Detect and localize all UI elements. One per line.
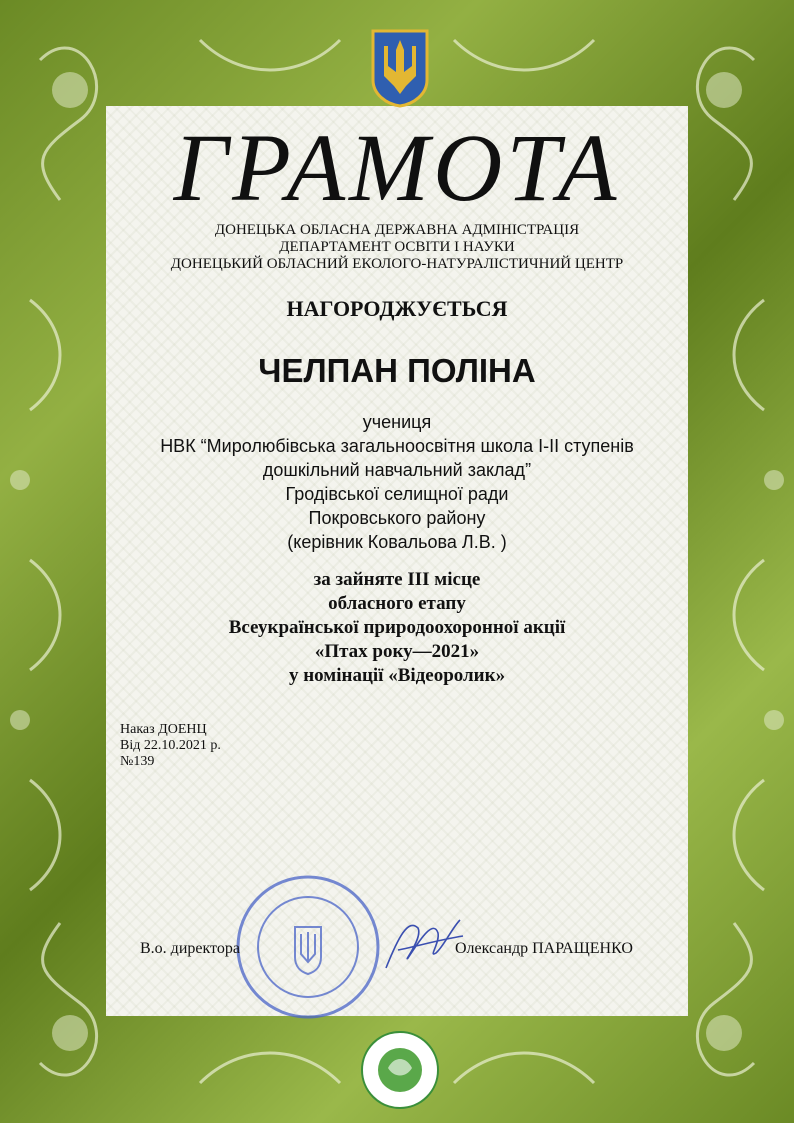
order-line: №139 [120,754,155,769]
reason-line: Всеукраїнської природоохоронної акції [228,617,566,638]
detail-line: (керівник Ковальова Л.В. ) [287,532,507,552]
org-line: ДОНЕЦЬКИЙ ОБЛАСНИЙ ЕКОЛОГО-НАТУРАЛІСТИЧНИЙ ЦЕНТР [170,256,624,272]
recipient-details [0,410,794,554]
org-line: ДОНЕЦЬКА ОБЛАСНА ДЕРЖАВНА АДМІНІСТРАЦІЯ [214,222,580,238]
award-reason [0,568,794,688]
order-line: Наказ ДОЕНЦ [120,722,207,737]
detail-line: Покровського району [308,508,486,528]
reason-line: обласного етапу [328,593,466,614]
signatory-name: Олександр ПАРАЩЕНКО [455,940,633,957]
reason-line: «Птах року—2021» [314,641,480,662]
organization-block [0,222,794,273]
detail-line: НВК “Миролюбівська загальноосвітня школа I-II ступенів [160,436,634,456]
certificate-title: ГРАМОТА [173,114,621,221]
order-reference [120,722,221,770]
org-line: ДЕПАРТАМЕНТ ОСВІТИ І НАУКИ [279,239,515,255]
reason-line: у номінації «Відеоролик» [288,665,506,686]
eco-center-logo [360,1030,440,1110]
detail-line: учениця [362,412,432,432]
detail-line: Гродівської селищної ради [285,484,509,504]
awarded-label: НАГОРОДЖУЄТЬСЯ [286,296,508,321]
coat-of-arms-icon [370,28,430,108]
official-stamp [233,872,383,1022]
order-line: Від 22.10.2021 р. [120,738,221,753]
reason-line: за зайняте ІІІ місце [313,569,481,590]
detail-line: дошкільний навчальний заклад” [262,460,532,480]
signatory-role: В.о. директора [140,940,240,957]
recipient-name: ЧЕЛПАН ПОЛІНА [258,352,536,389]
